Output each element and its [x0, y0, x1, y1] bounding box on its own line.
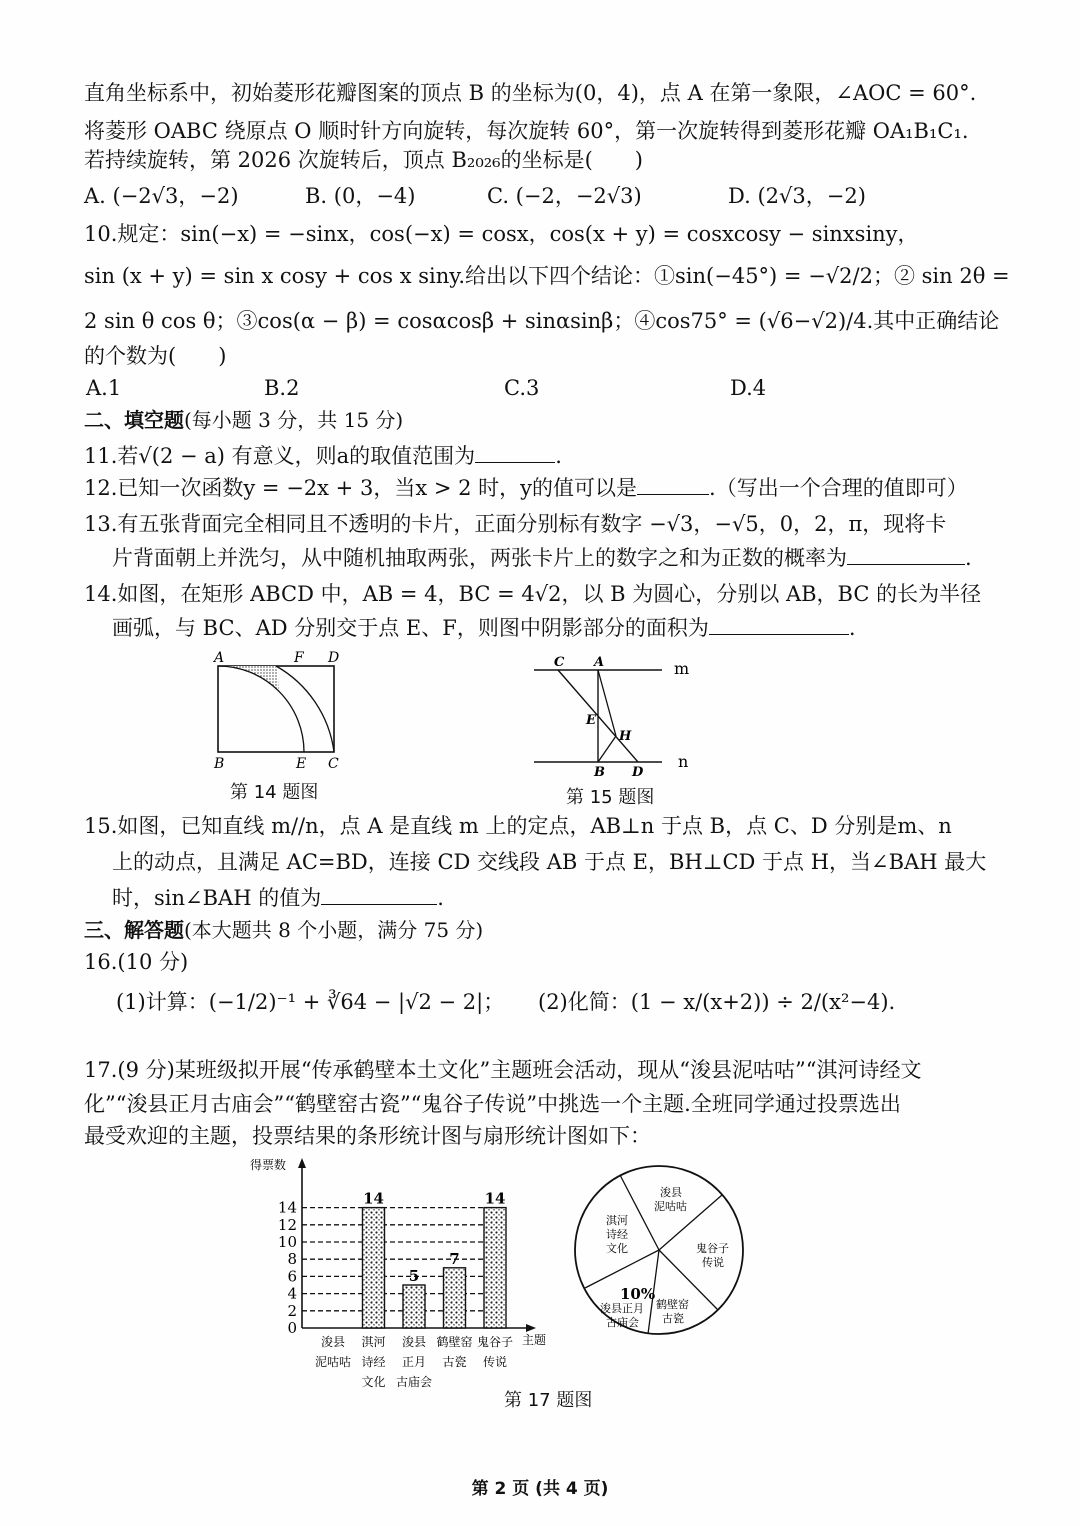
q13-line-2: 片背面朝上并洗匀，从中随机抽取两张，两张卡片上的数字之和为正数的概率为 .	[112, 546, 972, 570]
q16-heading: 16.(10 分)	[84, 950, 189, 974]
label-f: F	[294, 650, 304, 666]
y-tick-label: 12	[277, 1215, 297, 1234]
label-a: A	[214, 650, 225, 666]
q11-text: 11.若√(2 − a) 有意义，则a的取值范围为	[84, 444, 476, 468]
y-axis-arrow	[298, 1158, 306, 1168]
y-tick-label: 14	[277, 1198, 297, 1217]
label-b: B	[594, 765, 605, 778]
q15-line-3: 时，sin∠BAH 的值为 .	[112, 886, 444, 910]
q13-blank	[847, 546, 965, 565]
q15-line-1: 15.如图，已知直线 m//n，点 A 是直线 m 上的定点，AB⊥n 于点 B，点 C、D 分别是m、n	[84, 814, 952, 838]
label-b: B	[214, 756, 225, 772]
q11-blank	[475, 444, 555, 463]
x-axis-label: 主题	[522, 1333, 547, 1347]
y-axis-label: 得票数	[250, 1158, 287, 1172]
q9-option-b: B. (0，−4)	[305, 184, 416, 208]
q10-option-b: B.2	[264, 376, 300, 400]
figure-17-caption: 第 17 题图	[504, 1390, 593, 1411]
label-a: A	[594, 655, 605, 670]
arc-fc	[276, 666, 334, 752]
q14-line-2: 画弧，与 BC、AD 分别交于点 E、F，则图中阴影部分的面积为 .	[112, 616, 856, 640]
x-tick-label: 浚县泥咕咕	[314, 1335, 352, 1369]
label-d: D	[328, 650, 340, 666]
q15-text: 时，sin∠BAH 的值为	[112, 886, 322, 910]
section-3-heading	[84, 916, 483, 944]
label-c: C	[554, 655, 565, 670]
label-n: n	[678, 752, 689, 771]
section-2-title: 二、填空题	[84, 408, 184, 432]
bar-data-label: 14	[363, 1189, 384, 1208]
q15-line-2: 上的动点，且满足 AC=BD，连接 CD 交线段 AB 于点 E，BH⊥CD 于点 H，当∠BAH 最大	[112, 850, 987, 874]
pie-label-hebiyao: 鹤壁窑古瓷	[656, 1298, 689, 1325]
q10-line-4: 的个数为( )	[84, 344, 227, 368]
x-axis-arrow	[526, 1324, 536, 1332]
q17-line-3: 最受欢迎的主题，投票结果的条形统计图与扇形统计图如下：	[84, 1124, 651, 1148]
bar	[484, 1208, 506, 1328]
q9-option-c: C. (−2，−2√3)	[487, 184, 642, 208]
bar	[444, 1268, 466, 1328]
figure-15-caption: 第 15 题图	[566, 787, 655, 808]
q16-part-2: (2)化简：(1 − x/(x+2)) ÷ 2/(x²−4).	[538, 990, 896, 1014]
y-tick-label: 4	[287, 1284, 297, 1303]
section-2-note: (每小题 3 分，共 15 分)	[184, 408, 404, 432]
figure-15	[528, 654, 698, 778]
section-2-heading	[84, 406, 403, 434]
bar	[363, 1208, 385, 1328]
label-m: m	[674, 659, 690, 678]
q10-option-a: A.1	[86, 376, 122, 400]
q9-line-3: 若持续旋转，第 2026 次旋转后，顶点 B₂₀₂₆的坐标是( )	[84, 148, 643, 172]
q12-tail: .（写出一个合理的值即可）	[709, 476, 968, 500]
figure-14-caption: 第 14 题图	[230, 782, 319, 803]
q12-line	[84, 474, 968, 502]
q9-line-2: 将菱形 OABC 绕原点 O 顺时针方向旋转，每次旋转 60°，第一次旋转得到菱形花瓣 OA₁B₁C₁.	[84, 119, 969, 143]
bar-data-label: 14	[484, 1189, 506, 1208]
label-c: C	[328, 756, 339, 772]
bar-chart	[240, 1156, 560, 1388]
q10-line-1: 10.规定：sin(−x) = −sinx，cos(−x) = cosx，cos(x + y) = cosxcosy − sinxsiny，	[84, 222, 919, 246]
pie-chart	[570, 1160, 750, 1340]
pie-label-xunxian-nigugu: 浚县泥咕咕	[654, 1186, 687, 1213]
q10-option-c: C.3	[504, 376, 540, 400]
segment-bh	[598, 736, 616, 762]
q14-text: 画弧，与 BC、AD 分别交于点 E、F，则图中阴影部分的面积为	[112, 616, 709, 640]
y-tick-label: 2	[287, 1301, 297, 1320]
q9-option-a: A. (−2√3，−2)	[84, 184, 239, 208]
q12-blank	[637, 476, 709, 495]
section-3-note: (本大题共 8 个小题，满分 75 分)	[184, 918, 484, 942]
pie-divider-5	[585, 1250, 659, 1288]
label-d: D	[632, 765, 644, 778]
y-tick-label: 6	[287, 1267, 297, 1286]
bar-data-label: 5	[408, 1267, 420, 1285]
q14-line-1: 14.如图，在矩形 ABCD 中，AB = 4，BC = 4√2，以 B 为圆心，分别以 AB，BC 的长为半径	[84, 582, 982, 606]
q10-option-d: D.4	[730, 376, 767, 400]
q14-blank	[709, 616, 849, 635]
q16-part-1: (1)计算：(−1/2)⁻¹ + ∛64 − |√2 − 2|；	[116, 990, 505, 1014]
q10-line-3: 2 sin θ cos θ；③cos(α − β) = cosαcosβ + sinαsinβ；④cos75° = (√6−√2)/4.其中正确结论	[84, 309, 1000, 333]
bar-data-label: 7	[449, 1249, 460, 1268]
arc-ae	[218, 666, 304, 752]
q15-blank	[321, 886, 437, 905]
pie-label-qihe: 淇河诗经文化	[606, 1214, 628, 1255]
label-e: E	[296, 756, 307, 772]
q13-text: 片背面朝上并洗匀，从中随机抽取两张，两张卡片上的数字之和为正数的概率为	[112, 546, 847, 570]
x-tick-label: 浚县正月古庙会	[395, 1335, 433, 1388]
q17-line-2: 化”“浚县正月古庙会”“鹤壁窑古瓷”“鬼谷子传说”中挑选一个主题.全班同学通过投票选出	[84, 1092, 901, 1116]
q11-line: 11.若√(2 − a) 有意义，则a的取值范围为 .	[84, 444, 562, 468]
pie-label-guiguzi: 鬼谷子传说	[696, 1242, 729, 1269]
x-tick-label: 鹤壁窑古瓷	[436, 1335, 473, 1369]
label-e: E	[586, 713, 596, 728]
pie-percent-label: 10%	[620, 1285, 656, 1303]
page-footer: 第 2 页 (共 4 页)	[471, 1479, 609, 1499]
section-3-title: 三、解答题	[84, 918, 184, 942]
x-tick-label: 鬼谷子传说	[476, 1335, 514, 1369]
bar	[403, 1285, 425, 1328]
y-tick-label: 8	[287, 1250, 297, 1269]
pie-label-zhengyue: 浚县正月古庙会	[600, 1302, 644, 1329]
figure-14	[206, 648, 356, 773]
label-h: H	[619, 729, 632, 744]
x-tick-label: 淇河诗经文化	[361, 1335, 386, 1388]
shaded-region	[218, 666, 279, 691]
y-tick-label: 10	[277, 1233, 297, 1251]
y-tick-label: 0	[287, 1319, 297, 1337]
q9-line-1: 直角坐标系中，初始菱形花瓣图案的顶点 B 的坐标为(0，4)，点 A 在第一象限，∠AOC = 60°.	[84, 81, 977, 105]
q10-line-2: sin (x + y) = sin x cosy + cos x siny.给出以下四个结论：①sin(−45°) = −√2/2；② sin 2θ =	[84, 264, 1010, 288]
q12-text: 12.已知一次函数y = −2x + 3，当x > 2 时，y的值可以是	[84, 476, 638, 500]
q17-line-1: 17.(9 分)某班级拟开展“传承鹤壁本土文化”主题班会活动，现从“浚县泥咕咕”“淇河诗经文	[84, 1058, 922, 1082]
q9-option-d: D. (2√3，−2)	[728, 184, 866, 208]
q13-line-1: 13.有五张背面完全相同且不透明的卡片，正面分别标有数字 −√3，−√5，0，2，π，现将卡	[84, 512, 947, 536]
